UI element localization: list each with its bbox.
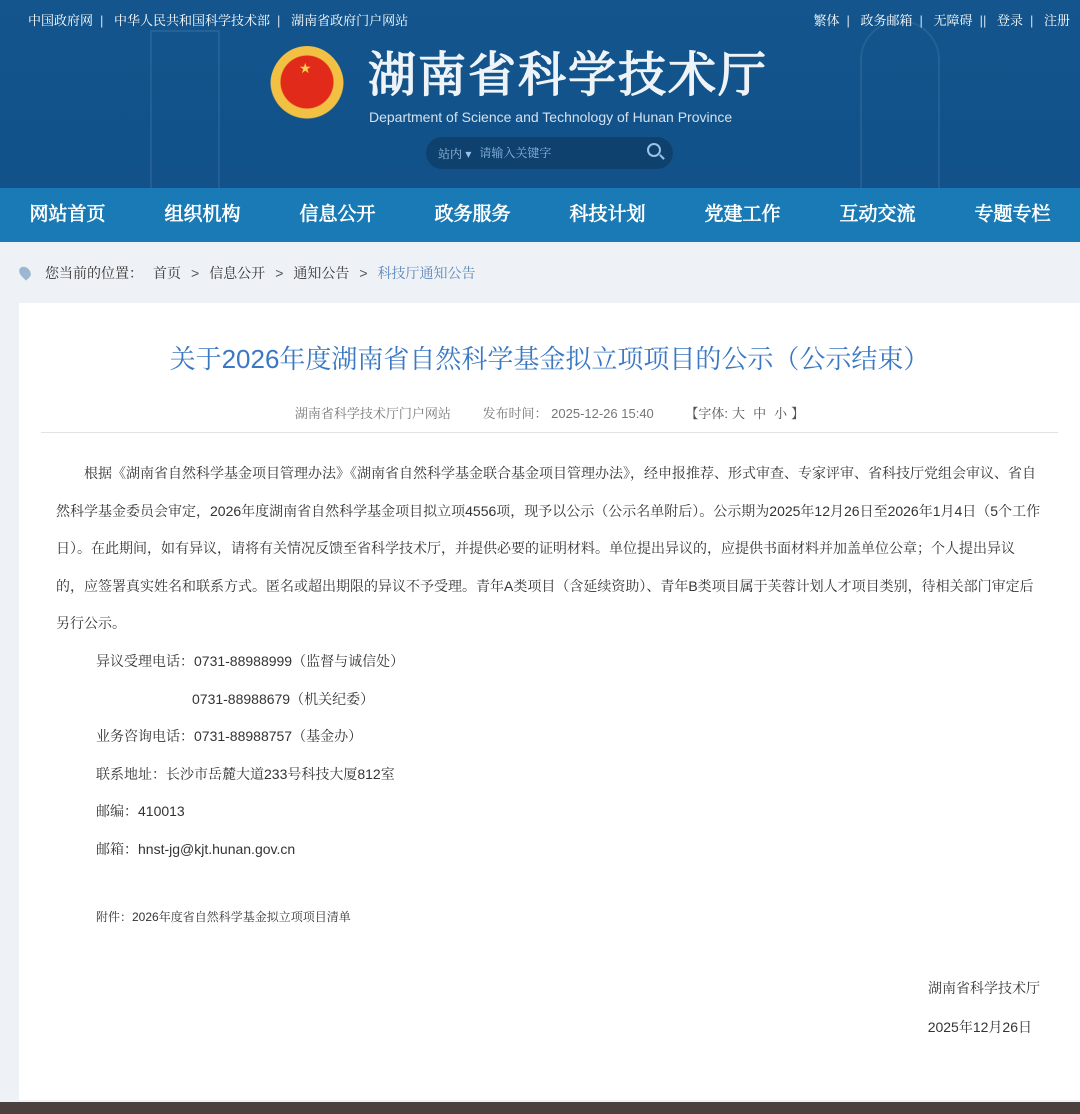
- font-small[interactable]: 小: [774, 406, 788, 421]
- tower-decoration: [150, 30, 220, 188]
- search-icon[interactable]: [647, 143, 661, 157]
- postcode: 邮编：410013: [96, 803, 185, 820]
- user-links: 繁体 | 政务邮箱 | 无障碍 || 登录 | 注册: [813, 13, 1070, 28]
- search-input[interactable]: [479, 146, 639, 160]
- nav-programs[interactable]: 科技计划: [569, 204, 646, 225]
- link-register[interactable]: 注册: [1043, 13, 1070, 28]
- article-card: [19, 303, 1080, 1100]
- nav-organization[interactable]: 组织机构: [164, 204, 241, 225]
- breadcrumb: 您当前的位置： 首页 > 信息公开 > 通知公告 > 科技厅通知公告: [0, 242, 1080, 303]
- breadcrumb-notices[interactable]: 通知公告: [293, 264, 350, 281]
- location-pin-icon: [17, 264, 33, 280]
- attachment-link[interactable]: 附件：2026年度省自然科学基金拟立项项目清单: [96, 909, 351, 924]
- complaint-phone: 异议受理电话：0731-88988999（监督与诚信处）: [96, 652, 405, 669]
- email: 邮箱：hnst-jg@kjt.hunan.gov.cn: [96, 840, 296, 857]
- nav-info-public[interactable]: 信息公开: [299, 204, 376, 225]
- nav-home[interactable]: 网站首页: [29, 204, 106, 225]
- link-hunan-gov[interactable]: 湖南省政府门户网站: [291, 13, 409, 28]
- top-links: 中国政府网 | 中华人民共和国科学技术部 | 湖南省政府门户网站: [28, 13, 409, 28]
- site-title: 湖南省科学技术厅: [368, 47, 769, 103]
- nav-party[interactable]: 党建工作: [704, 204, 781, 225]
- breadcrumb-current[interactable]: 科技厅通知公告: [377, 264, 476, 281]
- national-emblem-icon: ★: [270, 46, 344, 126]
- font-size-switcher: 【字体: 大 中 小 】: [685, 406, 805, 421]
- nav-services[interactable]: 政务服务: [434, 204, 511, 225]
- article-meta: [19, 404, 1080, 424]
- font-medium[interactable]: 中: [753, 406, 767, 421]
- signature: [19, 969, 1040, 1047]
- link-gov-cn[interactable]: 中国政府网: [28, 13, 94, 28]
- breadcrumb-label: 您当前的位置：: [45, 264, 143, 281]
- link-traditional[interactable]: 繁体: [813, 13, 840, 28]
- consult-phone: 业务咨询电话：0731-88988757（基金办）: [96, 728, 363, 745]
- nav-topics[interactable]: 专题专栏: [974, 204, 1051, 225]
- main-nav: [0, 188, 1080, 242]
- link-most[interactable]: 中华人民共和国科学技术部: [114, 13, 271, 28]
- signer: 湖南省科学技术厅: [928, 979, 1040, 996]
- divider: [41, 432, 1058, 433]
- breadcrumb-home[interactable]: 首页: [153, 264, 181, 281]
- sign-date: 2025年12月26日: [927, 1018, 1032, 1035]
- page-title: 关于2026年度湖南省自然科学基金拟立项项目的公示（公示结束）: [169, 344, 930, 374]
- article-source: 湖南省科学技术厅门户网站: [294, 406, 451, 421]
- search-bar: [426, 137, 673, 169]
- link-accessibility[interactable]: 无障碍: [933, 13, 973, 28]
- complaint-phone-2: 0731-88988679（机关纪委）: [192, 690, 375, 707]
- body-paragraph: 根据《湖南省自然科学基金项目管理办法》《湖南省自然科学基金联合基金项目管理办法》，经申报推荐、形式审查、专家评审、省科技厅党组会审议、省自然科学基金委员会审定，2026年度湖南省自然科学基金项目拟立项4556项，现予以公示（公示名单附后）。公示期为2025年12月26日至2026年1月4日（5个工作日）。在此期间，如有异议，请将有关情况反馈至省科学技术厅，并提供必要的证明材料。单位提出异议的，应提供书面材料并加盖单位公章；个人提出异议的，应签署真实姓名和联系方式。匿名或超出期限的异议不予受理。青年A类项目（含延续资助）、青年B类项目属于芙蓉计划人才项目类别，待相关部门审定后另行公示。: [56, 465, 1041, 632]
- font-large[interactable]: 大: [732, 406, 746, 421]
- link-mail[interactable]: 政务邮箱: [860, 13, 913, 28]
- nav-interaction[interactable]: 互动交流: [839, 204, 916, 225]
- tower-decoration: [860, 20, 940, 188]
- footer: [0, 1102, 1080, 1114]
- article-body: [56, 455, 1041, 869]
- link-login[interactable]: 登录: [996, 13, 1023, 28]
- search-scope-dropdown[interactable]: 站内 ▾: [438, 146, 472, 161]
- site-subtitle: Department of Science and Technology of Hunan Province: [369, 109, 733, 125]
- address: 联系地址：长沙市岳麓大道233号科技大厦812室: [96, 765, 395, 782]
- site-header: [0, 0, 1080, 188]
- breadcrumb-info[interactable]: 信息公开: [209, 264, 266, 281]
- publish-time: 发布时间： 2025-12-26 15:40: [482, 406, 654, 421]
